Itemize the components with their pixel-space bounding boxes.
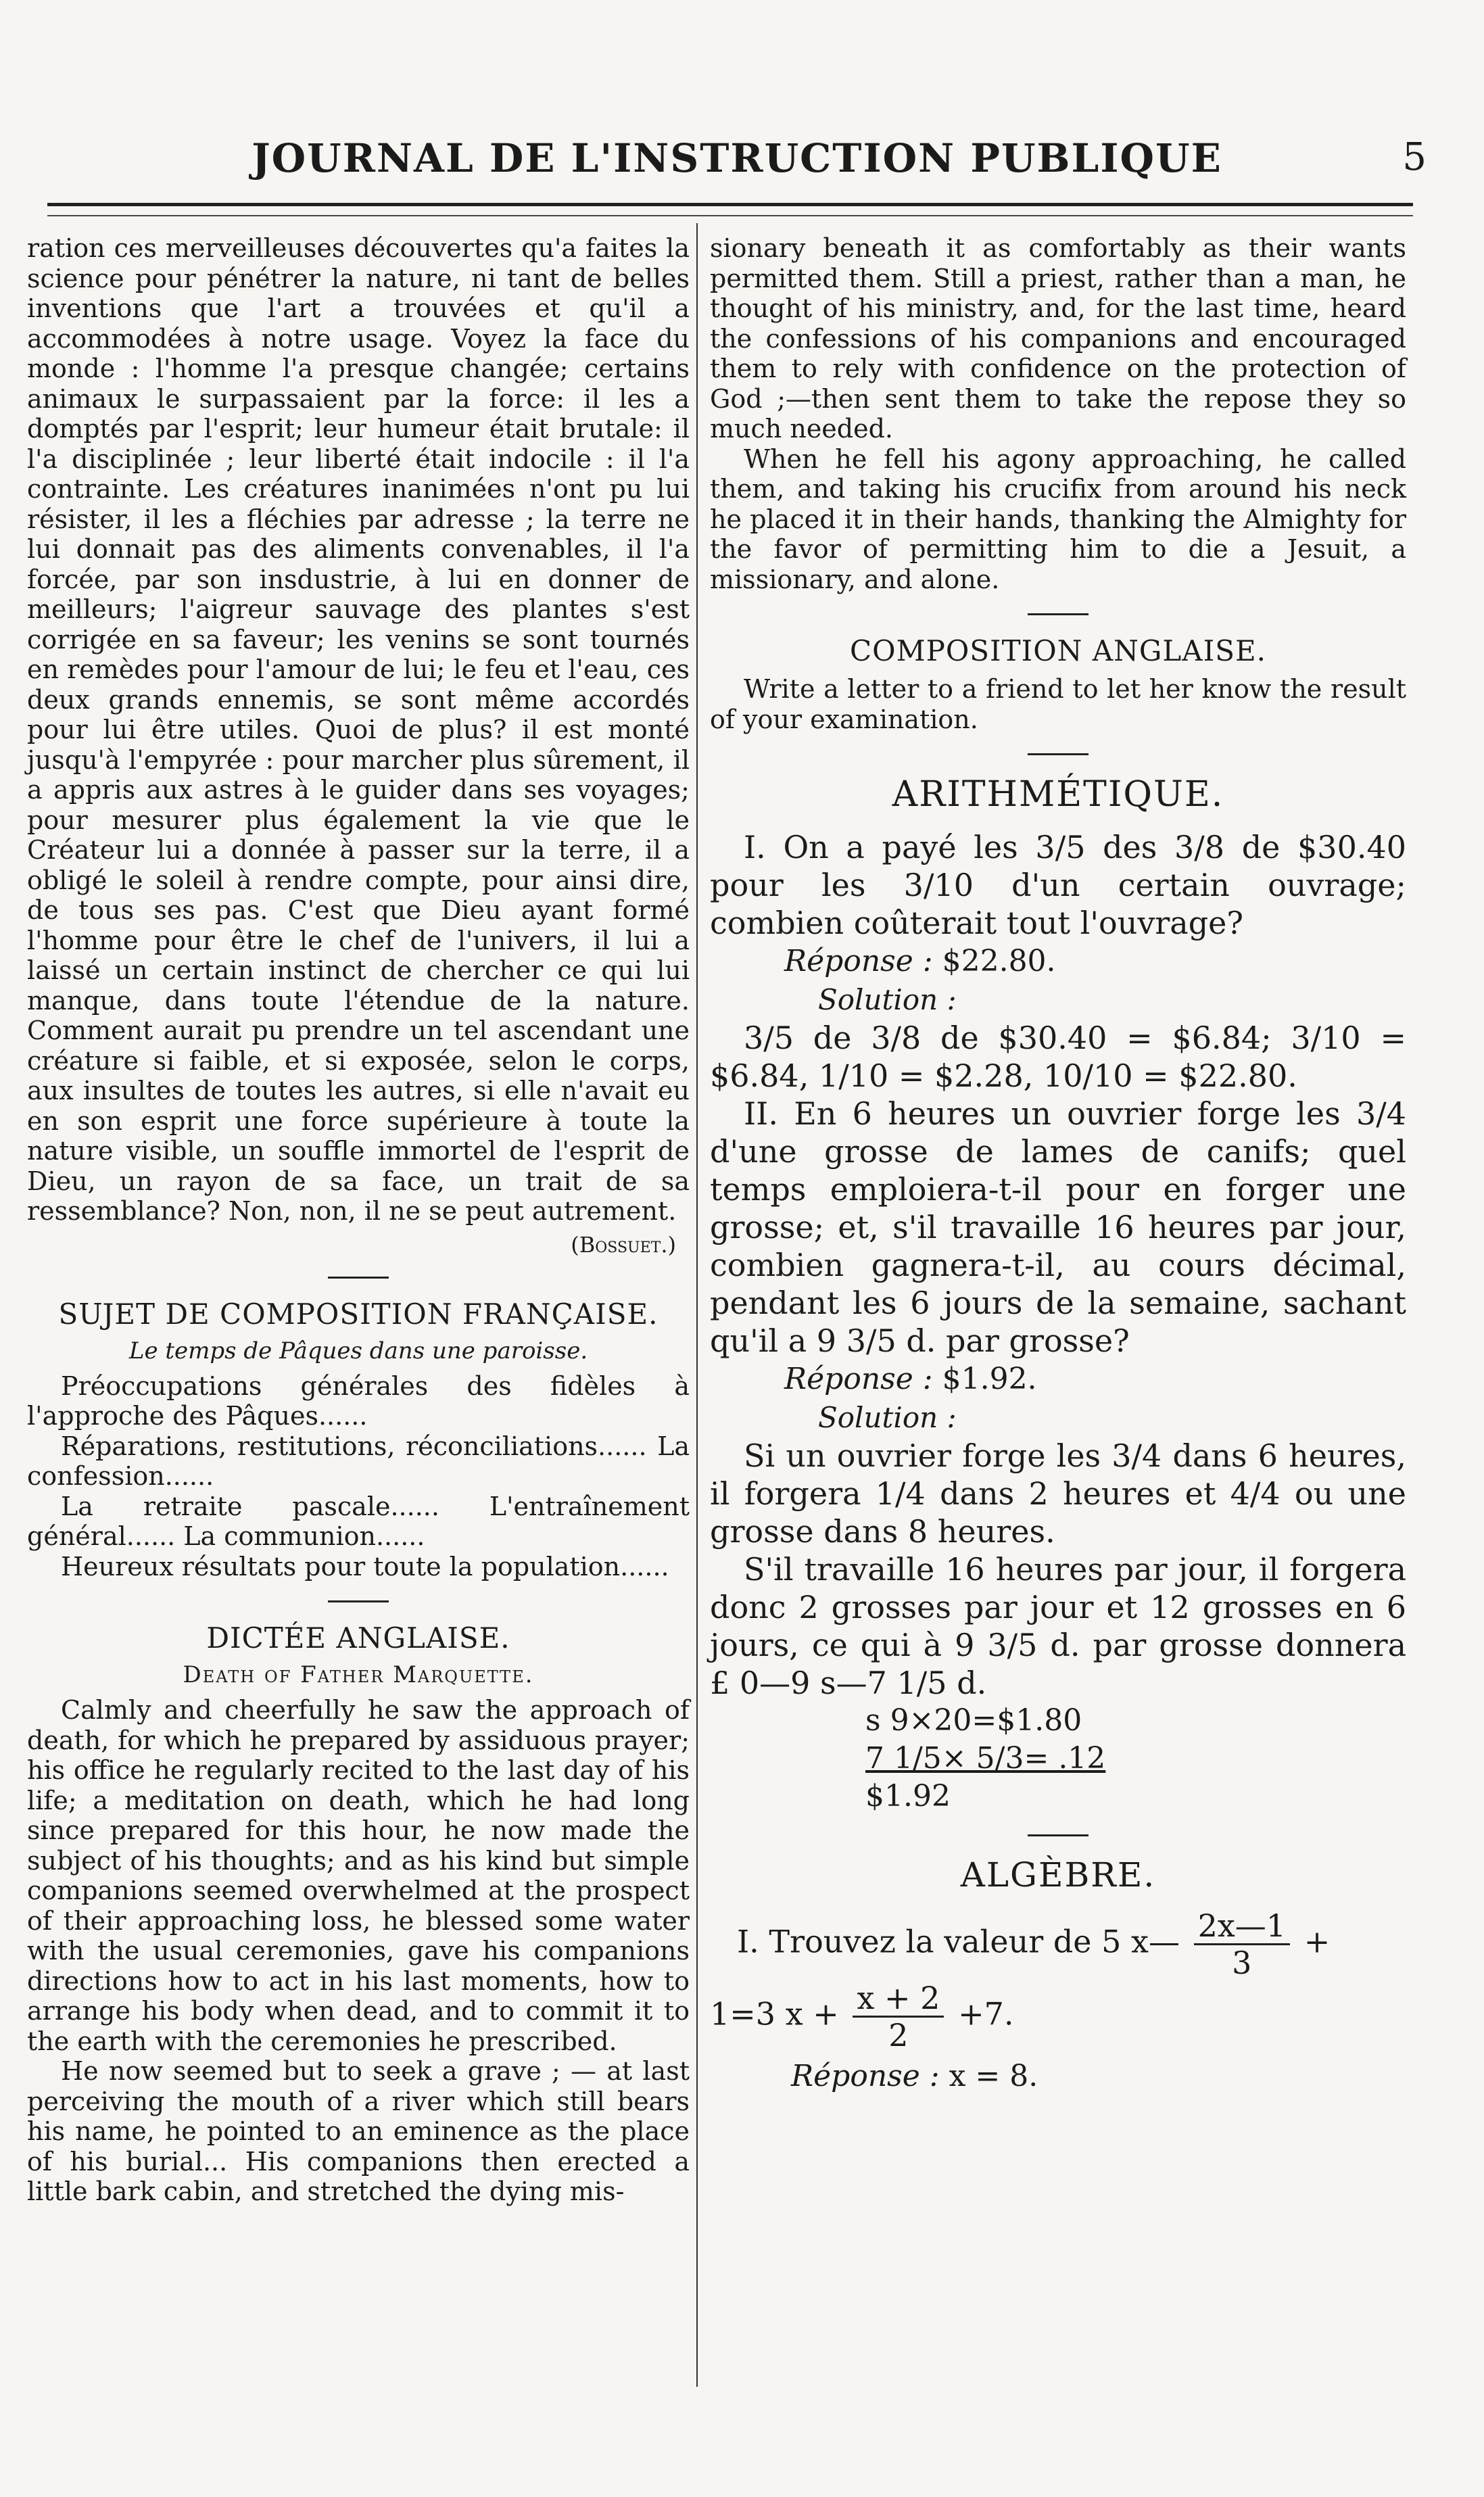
question-2: II. En 6 heures un ouvrier forge les 3/4 d'une grosse de lames de canifs; quel temps emploiera-t-il pour en forger une grosse; et, s'il travaille 16 heures par jour, combien gagnera-t-il, au cours décimal, pendant les 6 jours de la semaine, sachant qu'il a 9 3/5 d. par grosse? [710,1095,1406,1359]
composition-francaise-heading: SUJET DE COMPOSITION FRANÇAISE. [58,1297,659,1331]
page-number: 5 [1402,135,1427,179]
journal-title: JOURNAL DE L'INSTRUCTION PUBLIQUE [252,135,1222,181]
column-divider [696,223,698,2387]
solution-2-p2: S'il travaille 16 heures par jour, il forgera donc 2 grosses par jour et 12 grosses en 6 jours, ce qui à 9 3/5 d. par grosse donnera £ 0—9 s—7 1/5 d. [710,1551,1406,1701]
solution-1: 3/5 de 3/8 de $30.40 = $6.84; 3/10 = $6.84, 1/10 = $2.28, 10/10 = $22.80. [710,1020,1406,1094]
composition-francaise-subject: Le temps de Pâques dans une paroisse. [128,1337,588,1364]
answer-value: x = 8. [949,2059,1038,2093]
arithmetique-heading: ARITHMÉTIQUE. [892,774,1224,815]
algebra-question: I. Trouvez la valeur de 5 x— $\frac{2x—1}{3}$ + [737,1907,1331,1981]
left-column [27,233,690,2390]
composition-anglaise-heading: COMPOSITION ANGLAISE. [850,634,1266,667]
dictee-anglaise-heading: DICTÉE ANGLAISE. [206,1621,510,1655]
algebre-heading: ALGÈBRE. [960,1855,1156,1895]
fraction [1194,1908,1290,1980]
right-column [710,233,1406,2390]
calc-line: s 9×20=$1.80 [865,1703,1082,1738]
solution-2-p1: Si un ouvrier forge les 3/4 dans 6 heures, il forgera 1/4 dans 2 heures et 4/4 ou une grosse dans 8 heures. [710,1437,1406,1550]
answer-value: $1.92. [942,1362,1037,1396]
answer-2 [784,1360,1406,1399]
calculation-block [865,1702,1406,1815]
algebra-end: +7. [958,1995,1014,2032]
composition-line: Heureux résultats pour toute la population...... [61,1551,669,1582]
composition-line: Préoccupations générales des fidèles à l'approche des Pâques...... [27,1371,690,1431]
fraction-numerator: 2x—1 [1194,1908,1290,1945]
section-separator [1028,753,1088,755]
page-header [41,135,1433,196]
section-separator [328,1277,389,1279]
dictee-paragraph: Calmly and cheerfully he saw the approach of death, for which he prepared by assiduous prayer; his office he regularly recited to the last day of his life; a meditation on death, which he had long since prepared for this hour, he now made the subject of his thoughts; and as his kind but simple companions seemed overwhelmed at the prospect of their approaching loss, he blessed some water with the usual ceremonies, gave his companions directions how to act in his last moments, how to arrange his body when dead, and to commit it to the earth with the ceremonies he prescribed. [27,1695,690,2056]
question-1: I. On a payé les 3/5 des 3/8 de $30.40 pour les 3/10 d'un certain ouvrage; combien coûterait tout l'ouvrage? [710,829,1406,941]
algebra-answer [791,2057,1406,2096]
fraction-numerator: x + 2 [853,1980,944,2018]
bossuet-attribution: (Bossuet.) [571,1231,676,1258]
dictee-continued: sionary beneath it as comfortably as their wants permitted them. Still a priest, rather than a man, he thought of his ministry, and, for the last time, heard the confessions of his companions and encouraged them to rely with confidence on the protection of God ;—then sent them to take the repose they so much needed. [710,233,1406,444]
fraction [853,1980,944,2053]
bossuet-passage: ration ces merveilleuses découvertes qu'a faites la science pour pénétrer la nature, ni tant de belles inventions que l'art a trouvées et qu'il a accommodées à notre usage. Voyez la face du monde : l'homme l'a presque changée; certains animaux le surpassaient par la force: il les a domptés par l'esprit; leur humeur était brutale: il l'a disciplinée ; leur liberté était indocile : il l'a contrainte. Les créatures inanimées n'ont pu lui résister, il les a fléchies par adresse ; la terre ne lui donnait pas des aliments convenables, il l'a forcée, par son insdustrie, à lui en donner de meilleurs; l'aigreur sauvage des plantes s'est corrigée en sa faveur; les venins se sont tournés en remèdes pour l'amour de lui; le feu et l'eau, ces deux grands ennemis, se sont même accordés pour lui être utiles. Quoi de plus? il est monté jusqu'à l'empyrée : pour marcher plus sûrement, il a appris aux astres à le guider dans ses voyages; pour mesurer plus également la vie que le Créateur lui a donnée à passer sur la terre, il a obligé le soleil à rendre compte, pour ainsi dire, de tous ses pas. C'est que Dieu ayant formé l'homme pour être le chef de l'univers, il lui a laissé un certain instinct de chercher ce qui lui manque, dans toute l'étendue de la nature. Comment aurait pu prendre un tel ascendant une créature si faible, et si exposée, selon le corps, aux insultes de toutes les autres, si elle n'avait eu en son esprit une force supérieure à toute la nature visible, un souffle immortel de l'esprit de Dieu, un rayon de sa face, un trait de sa ressemblance? Non, non, il ne se peut autrement. [27,233,690,1226]
dictee-anglaise-subtitle: Death of Father Marquette. [183,1661,534,1688]
section-separator [1028,1834,1088,1836]
fraction-denominator: 3 [1232,1945,1252,1981]
dictee-continued-2: When he fell his agony approaching, he called them, and taking his crucifix from around his neck he placed it in their hands, thanking the Almighty for the favor of permitting him to die a Jesuit, a missionary, and alone. [710,444,1406,594]
solution-label: Solution : [818,983,957,1016]
answer-label: Réponse : [784,1362,933,1396]
header-rule [47,203,1413,206]
composition-anglaise-text: Write a letter to a friend to let her know the result of your examination. [710,674,1406,734]
calc-total: $1.92 [865,1779,951,1813]
dictee-paragraph: He now seemed but to seek a grave ; — at last perceiving the mouth of a river which still bears his name, he pointed to an eminence as the place of his burial... His companions then erected a little bark cabin, and stretched the dying mis- [27,2056,690,2206]
section-separator [1028,613,1088,615]
section-separator [328,1600,389,1602]
answer-value: $22.80. [942,944,1056,978]
header-rule-thin [47,215,1413,216]
algebra-mid: 1=3 x + [710,1995,839,2032]
algebra-prefix: I. Trouvez la valeur de 5 x— [737,1923,1180,1960]
answer-label: Réponse : [791,2059,940,2093]
fraction-denominator: 2 [888,2017,909,2053]
solution-label: Solution : [818,1401,957,1434]
algebra-question-line2 [710,1980,1406,2053]
calc-line: 7 1/5× 5/3= .12 [865,1741,1106,1776]
answer-label: Réponse : [784,944,933,978]
composition-line: Réparations, restitutions, réconciliations...... La confession...... [27,1431,690,1491]
answer-1 [784,942,1406,981]
composition-line: La retraite pascale...... L'entraînement général...... La communion...... [27,1491,690,1551]
